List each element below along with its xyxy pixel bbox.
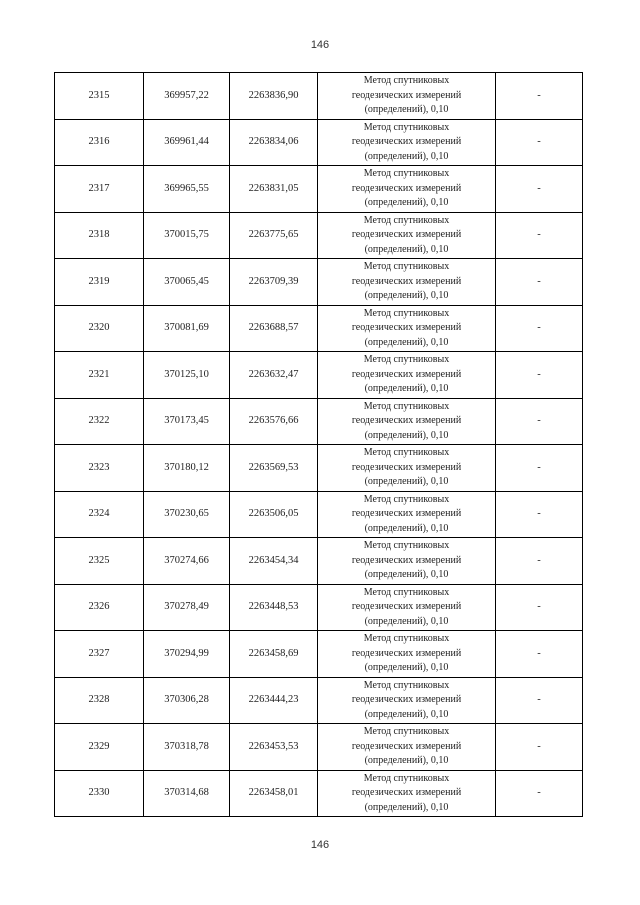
table-row (55, 770, 583, 817)
point-number-cell: 2330 (55, 770, 144, 817)
method-line: Метод спутниковых (363, 400, 450, 412)
point-number-cell: 2315 (55, 73, 144, 120)
coordinates-table-body (55, 73, 583, 817)
method-line: (определений), 0,10 (364, 476, 449, 487)
method-line: геодезических измерений (351, 89, 462, 101)
table-row (55, 538, 583, 585)
extra-cell: - (496, 491, 583, 538)
x-coordinate-cell: 370125,10 (144, 352, 230, 399)
table-row (55, 305, 583, 352)
x-coordinate-cell: 370278,49 (144, 584, 230, 631)
method-cell (318, 491, 496, 538)
x-coordinate-cell: 370173,45 (144, 398, 230, 445)
x-coordinate-cell: 370081,69 (144, 305, 230, 352)
method-line: (определений), 0,10 (364, 104, 449, 115)
table-row (55, 724, 583, 771)
method-line: (определений), 0,10 (364, 522, 449, 534)
extra-cell: - (496, 724, 583, 771)
x-coordinate-cell: 370065,45 (144, 259, 230, 306)
extra-cell: - (496, 259, 583, 306)
method-line: Метод спутниковых (363, 772, 450, 784)
method-line: геодезических измерений (351, 601, 462, 612)
y-coordinate-cell: 2263709,39 (230, 259, 318, 306)
y-coordinate-cell: 2263444,23 (230, 677, 318, 724)
point-number-cell: 2325 (55, 538, 144, 585)
point-number-cell: 2323 (55, 445, 144, 492)
table-row (55, 491, 583, 538)
y-coordinate-cell: 2263688,57 (230, 305, 318, 352)
method-cell (318, 73, 496, 120)
table-row (55, 212, 583, 259)
extra-cell: - (496, 770, 583, 817)
y-coordinate-cell: 2263506,05 (230, 491, 318, 538)
point-number-cell: 2324 (55, 491, 144, 538)
point-number-cell: 2318 (55, 212, 144, 259)
y-coordinate-cell: 2263448,53 (230, 584, 318, 631)
method-line: Метод спутниковых (363, 679, 450, 691)
method-line: геодезических измерений (351, 368, 462, 380)
x-coordinate-cell: 370318,78 (144, 724, 230, 771)
point-number-cell: 2320 (55, 305, 144, 352)
method-cell (318, 724, 496, 771)
y-coordinate-cell: 2263458,01 (230, 770, 318, 817)
method-line: Метод спутниковых (363, 586, 450, 598)
x-coordinate-cell: 370314,68 (144, 770, 230, 817)
y-coordinate-cell: 2263569,53 (230, 445, 318, 492)
method-line: (определений), 0,10 (364, 150, 449, 162)
extra-cell: - (496, 119, 583, 166)
table-row (55, 398, 583, 445)
table-row (55, 631, 583, 678)
y-coordinate-cell: 2263836,90 (230, 73, 318, 120)
y-coordinate-cell: 2263831,05 (230, 166, 318, 213)
method-line: геодезических измерений (351, 694, 462, 705)
method-cell (318, 538, 496, 585)
table-row (55, 259, 583, 306)
method-line: геодезических измерений (351, 182, 462, 194)
table-row (55, 73, 583, 120)
method-line: геодезических измерений (351, 647, 462, 659)
x-coordinate-cell: 370015,75 (144, 212, 230, 259)
x-coordinate-cell: 370180,12 (144, 445, 230, 492)
table-row (55, 352, 583, 399)
method-line: геодезических измерений (351, 508, 462, 519)
y-coordinate-cell: 2263775,65 (230, 212, 318, 259)
y-coordinate-cell: 2263576,66 (230, 398, 318, 445)
method-cell (318, 166, 496, 213)
table-row (55, 584, 583, 631)
extra-cell: - (496, 166, 583, 213)
method-line: Метод спутниковых (363, 307, 450, 319)
method-line: геодезических измерений (351, 136, 462, 147)
method-line: (определений), 0,10 (364, 429, 449, 441)
extra-cell: - (496, 445, 583, 492)
extra-cell: - (496, 538, 583, 585)
method-line: геодезических измерений (351, 554, 462, 566)
method-cell (318, 212, 496, 259)
method-line: (определений), 0,10 (364, 801, 449, 813)
method-line: Метод спутниковых (363, 121, 450, 133)
page-number-bottom: 146 (310, 839, 330, 851)
method-line: Метод спутниковых (363, 261, 450, 272)
x-coordinate-cell: 369961,44 (144, 119, 230, 166)
method-line: Метод спутниковых (363, 493, 450, 505)
method-cell (318, 352, 496, 399)
point-number-cell: 2322 (55, 398, 144, 445)
extra-cell: - (496, 677, 583, 724)
y-coordinate-cell: 2263454,34 (230, 538, 318, 585)
point-number-cell: 2327 (55, 631, 144, 678)
method-cell (318, 259, 496, 306)
table-row (55, 166, 583, 213)
extra-cell: - (496, 73, 583, 120)
point-number-cell: 2319 (55, 259, 144, 306)
method-cell (318, 584, 496, 631)
method-line: геодезических измерений (351, 461, 462, 473)
method-cell (318, 398, 496, 445)
y-coordinate-cell: 2263453,53 (230, 724, 318, 771)
table-row (55, 677, 583, 724)
method-cell (318, 445, 496, 492)
x-coordinate-cell: 370230,65 (144, 491, 230, 538)
method-cell (318, 677, 496, 724)
method-line: Метод спутниковых (363, 447, 450, 458)
method-line: геодезических измерений (351, 322, 462, 333)
page-number-top: 146 (310, 39, 330, 51)
x-coordinate-cell: 370274,66 (144, 538, 230, 585)
extra-cell: - (496, 305, 583, 352)
method-line: Метод спутниковых (363, 726, 450, 737)
point-number-cell: 2317 (55, 166, 144, 213)
point-number-cell: 2328 (55, 677, 144, 724)
point-number-cell: 2329 (55, 724, 144, 771)
y-coordinate-cell: 2263834,06 (230, 119, 318, 166)
point-number-cell: 2321 (55, 352, 144, 399)
x-coordinate-cell: 369965,55 (144, 166, 230, 213)
method-line: (определений), 0,10 (364, 569, 449, 580)
extra-cell: - (496, 352, 583, 399)
method-line: (определений), 0,10 (364, 662, 449, 673)
method-line: (определений), 0,10 (364, 336, 449, 348)
point-number-cell: 2316 (55, 119, 144, 166)
method-line: геодезических измерений (351, 275, 462, 287)
table-row (55, 445, 583, 492)
method-cell (318, 770, 496, 817)
method-line: Метод спутниковых (363, 214, 450, 226)
method-line: Метод спутниковых (363, 75, 450, 86)
method-line: (определений), 0,10 (364, 243, 449, 255)
method-line: геодезических измерений (351, 415, 462, 426)
method-line: (определений), 0,10 (364, 197, 449, 208)
method-line: Метод спутниковых (363, 354, 450, 365)
extra-cell: - (496, 212, 583, 259)
method-cell (318, 119, 496, 166)
method-line: (определений), 0,10 (364, 383, 449, 394)
y-coordinate-cell: 2263458,69 (230, 631, 318, 678)
extra-cell: - (496, 631, 583, 678)
method-line: Метод спутниковых (363, 633, 450, 644)
method-line: (определений), 0,10 (364, 755, 449, 766)
y-coordinate-cell: 2263632,47 (230, 352, 318, 399)
method-line: Метод спутниковых (363, 168, 450, 179)
coordinates-table (54, 72, 583, 817)
method-cell (318, 305, 496, 352)
point-number-cell: 2326 (55, 584, 144, 631)
method-cell (318, 631, 496, 678)
extra-cell: - (496, 584, 583, 631)
method-line: геодезических измерений (351, 787, 462, 798)
method-line: (определений), 0,10 (364, 708, 449, 720)
method-line: геодезических измерений (351, 229, 462, 240)
method-line: (определений), 0,10 (364, 290, 449, 301)
method-line: геодезических измерений (351, 740, 462, 752)
x-coordinate-cell: 370294,99 (144, 631, 230, 678)
table-row (55, 119, 583, 166)
x-coordinate-cell: 370306,28 (144, 677, 230, 724)
method-line: Метод спутниковых (363, 540, 450, 551)
extra-cell: - (496, 398, 583, 445)
method-line: (определений), 0,10 (364, 615, 449, 627)
x-coordinate-cell: 369957,22 (144, 73, 230, 120)
